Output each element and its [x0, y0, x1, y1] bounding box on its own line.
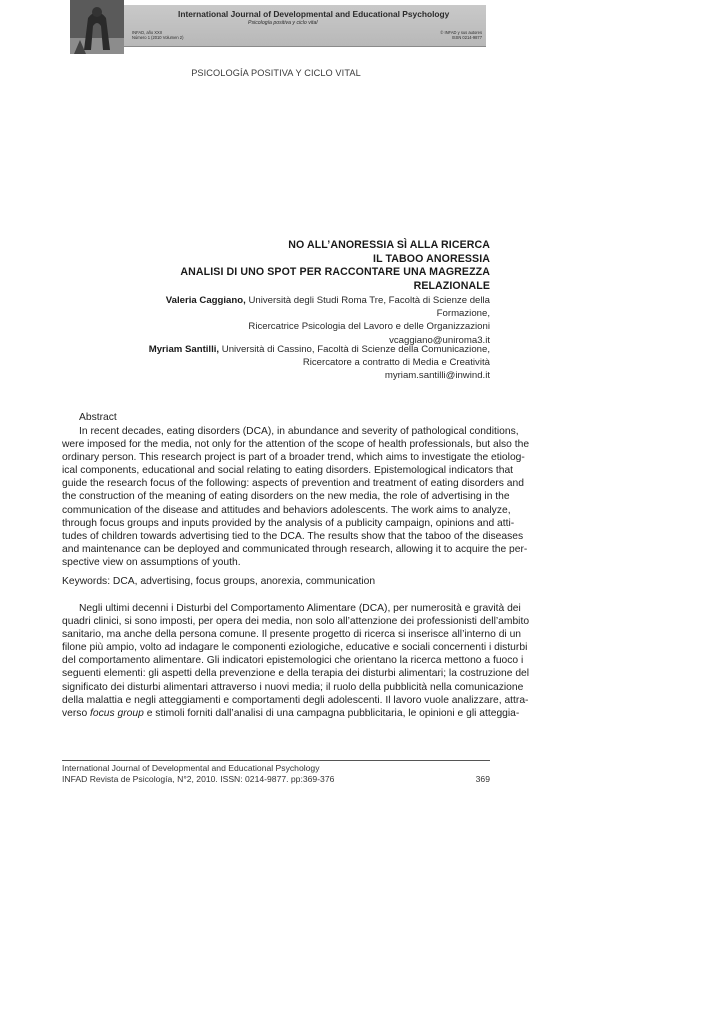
abstract-line: tudes of children towards advertising tied to the DCA. The results show that the taboo of the diseases [62, 530, 524, 542]
body-line-pre: verso [62, 707, 91, 719]
abstract-line: spective view on assumptions of youth. [62, 556, 241, 568]
body-line: Negli ultimi decenni i Disturbi del Comportamento Alimentare (DCA), per numerosità e gravità dei [79, 603, 521, 614]
author-block-1 [120, 294, 490, 347]
abstract-line: were imposed for the media, not only for the attention of the scope of health professionals, but also the [62, 439, 530, 451]
title-line2: IL TABOO ANORESSIA [373, 252, 490, 265]
title-line3: ANALISI DI UNO SPOT PER RACCONTARE UNA MAGREZZA RELAZIONALE [180, 266, 490, 292]
footer [62, 763, 334, 785]
author-line [120, 294, 490, 320]
body-line-last [62, 707, 520, 720]
body-line: significato dei disturbi alimentari attraverso i nuovi media; il ruolo della pubblicità nella comunicazione [62, 681, 524, 693]
abstract-line: guide the research focus of the following: aspects of prevention and treatment of eating disorders and [62, 478, 524, 490]
abstract-line: through focus groups and inputs provided by the analysis of a publicity campaign, opinions and atti- [62, 517, 515, 529]
footer-journal: International Journal of Developmental and Educational Psychology [62, 763, 320, 773]
body-line: filone più ampio, volto ad indagare le componenti eziologiche, educative e sociali concernenti i disturbi [62, 642, 528, 654]
abstract-text [62, 425, 530, 569]
banner-subtitle: Psicología positiva y ciclo vital [248, 20, 318, 26]
body-line: seguenti elementi: gli aspetti della prevenzione e della terapia dei disturbi alimentari; la costruzione del [62, 668, 530, 680]
body-line-italic: focus group [90, 707, 144, 719]
banner-volume-line2: Número 1 (2010 Volumen 2) [132, 35, 184, 41]
abstract-line: ordinary person. This research project is part of a broader trend, which aims to investigate the etiolog- [62, 452, 525, 464]
body-line-post: e stimoli forniti dall’analisi di una campagna pubblicitaria, le opinioni e gli atteggia- [143, 707, 520, 719]
author-email[interactable]: myriam.santilli@inwind.it [384, 370, 490, 382]
body-line: del comportamento alimentare. Gli indicatori epistemologici che orientano la ricerca mettono a fuoco i [62, 655, 524, 667]
keywords: Keywords: DCA, advertising, focus groups, anorexia, communication [62, 576, 376, 587]
author-affiliation: Università degli Studi Roma Tre, Facoltà di Scienze della Formazione, [248, 295, 490, 320]
author-block-2 [120, 343, 490, 383]
page-number: 369 [475, 774, 490, 784]
banner-rights-line1: © INFAD y sus autores [440, 30, 482, 35]
abstract-line: In recent decades, eating disorders (DCA), in abundance and severity of pathological conditions, [79, 426, 519, 437]
abstract-heading: Abstract [79, 412, 117, 423]
banner-volume [132, 30, 183, 41]
running-head: PSICOLOGÍA POSITIVA Y CICLO VITAL [191, 68, 361, 78]
banner-volume-line1: INFAD, año XXII [132, 30, 163, 35]
banner-photo [70, 0, 124, 54]
banner-rights-line2: ISSN 0214-9877 [451, 35, 482, 41]
abstract-line: and maintenance can be deployed and communicated through research, allowing it to acquire the per- [62, 543, 528, 555]
author-role: Ricercatrice Psicologia del Lavoro e delle Organizzazioni [248, 321, 490, 333]
author-affiliation: Università di Cassino, Facoltà di Scienze della Comunicazione, [221, 344, 490, 355]
author-email[interactable]: vcaggiano@uniroma3.it [389, 334, 490, 346]
title-line1: NO ALL’ANORESSIA SÌ ALLA RICERCA [288, 239, 490, 251]
abstract-line: communication of the disease and attitudes and behaviors adolescents. The work aims to analyze, [62, 504, 511, 516]
body-line: quadri clinici, si sono imposti, per opera dei media, non solo all’attenzione dei professionisti dell’ambito [62, 616, 530, 628]
body-line: sanitario, ma anche della persona comune. Il presente progetto di ricerca si inserisce all’interno di un [62, 629, 522, 641]
banner-journal-title: International Journal of Developmental and Educational Psychology [178, 9, 450, 19]
body-text [62, 602, 530, 720]
author-role: Ricercatore a contratto di Media e Creatività [302, 357, 490, 369]
abstract-line: the construction of the meaning of eating disorders on the new media, the role of advertising in the [62, 491, 510, 503]
author-name: Myriam Santilli, [148, 344, 220, 355]
footer-citation: INFAD Revista de Psicología, N°2, 2010. ISSN: 0214-9877. pp:369-376 [62, 774, 335, 784]
author-name: Valeria Caggiano, [165, 295, 246, 306]
author-line [120, 343, 490, 356]
paper-title [120, 239, 490, 293]
abstract-line: ical components, educational and social relating to eating disorders. Epistemological indicators that [62, 465, 514, 477]
footer-rule [62, 760, 490, 761]
sculpture-image-icon [70, 0, 124, 54]
banner-rights [418, 30, 482, 41]
body-line: della malattia e negli atteggiamenti e comportamenti degli adolescenti. Il lavoro vuole analizzare, attra- [62, 694, 529, 706]
